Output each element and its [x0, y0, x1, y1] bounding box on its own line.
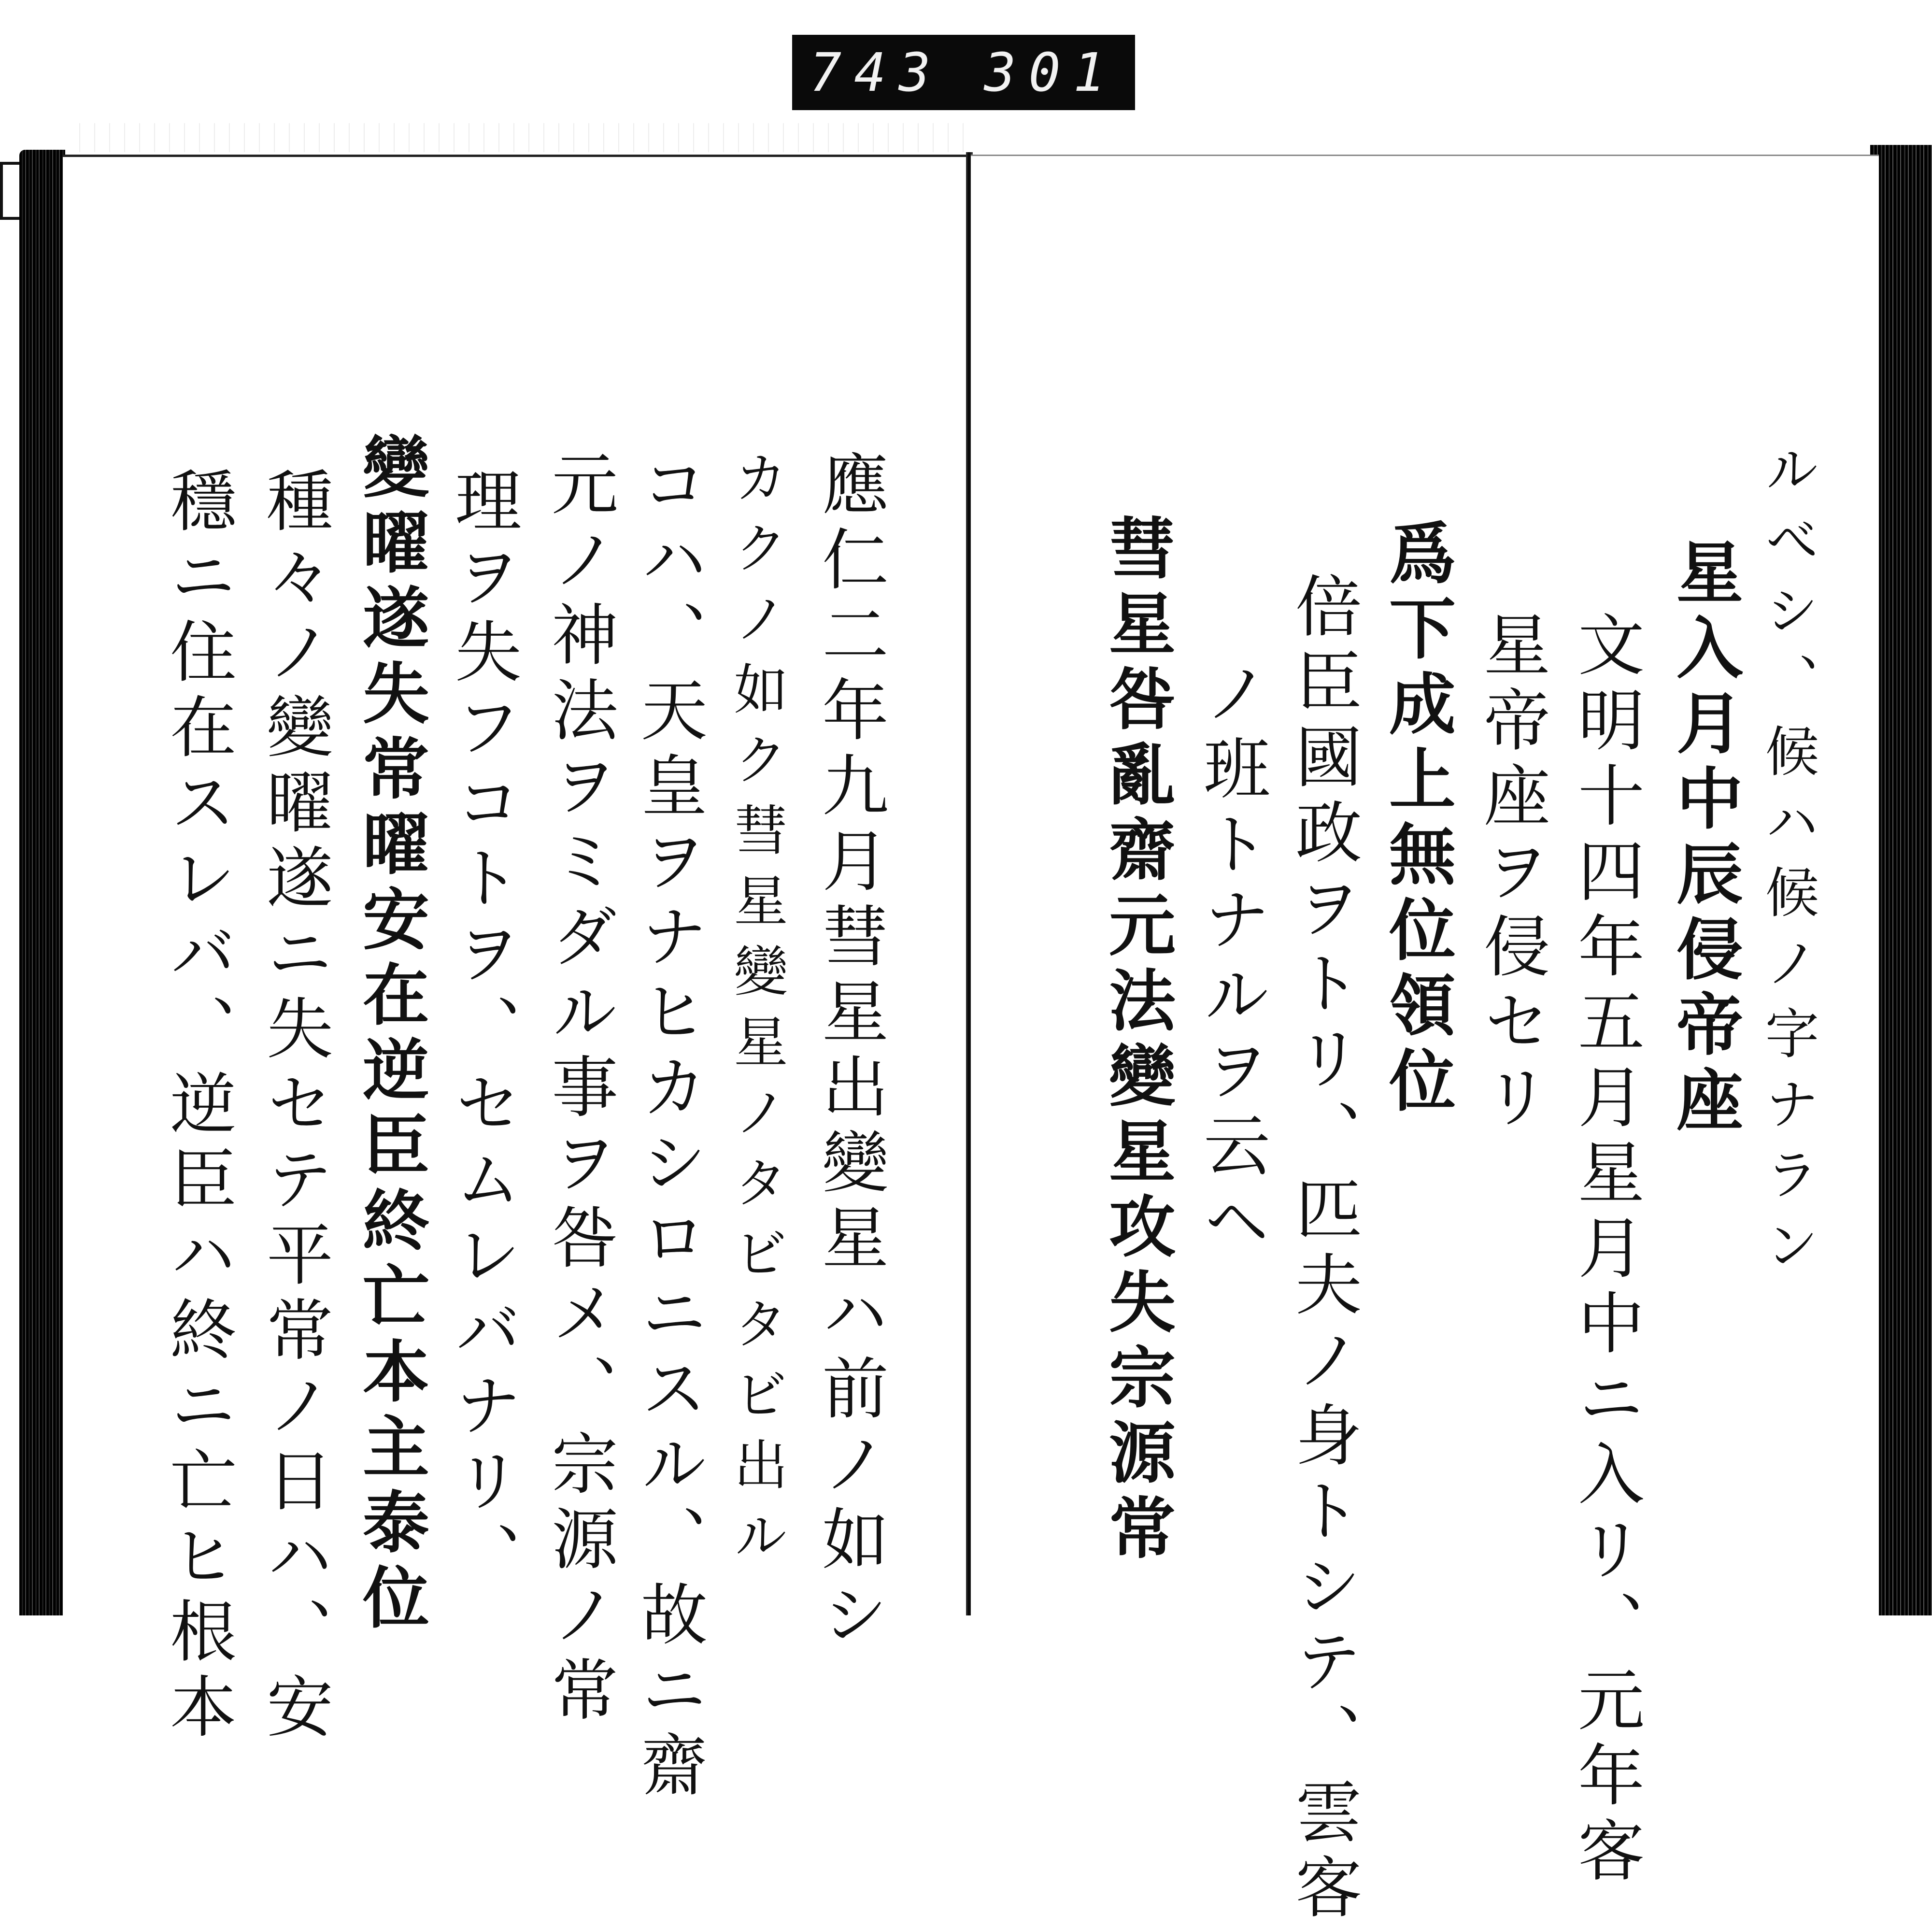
right-page-column-2: 星入月中辰侵帝座: [1665, 538, 1744, 1141]
film-frame-label: [792, 35, 1135, 110]
page-top-shadow: [72, 123, 966, 152]
left-page-column-1: 應仁二年九月彗星出變星ハ前ノ如シ: [811, 449, 889, 1655]
right-page: [971, 155, 1879, 1928]
left-page-column-5: 理ヲ失フコトヲ、セムレバナリ、: [444, 466, 522, 1597]
right-page-column-5: 爲下成上無位領位: [1378, 518, 1457, 1121]
left-page-column-7: 種々ノ變曜遂ニ失セテ平常ノ日ハ、安: [256, 466, 333, 1747]
frame-number-left: 743: [810, 42, 943, 103]
left-page-column-8: 穩ニ住在スレバ、逆臣ハ終ニ亡ヒ根本: [159, 466, 237, 1747]
book-left-edge: [19, 150, 65, 1615]
book-right-edge: [1870, 145, 1932, 1615]
right-page-column-7: ノ班トナルヲ云ヘ: [1193, 658, 1270, 1261]
frame-number-right: 301: [984, 42, 1118, 103]
left-page-column-6: 變曜遂失常曜安在逆臣終亡本主泰位: [352, 432, 430, 1638]
right-page-column-4: 星帝座ヲ侵セリ: [1473, 610, 1550, 1138]
right-page-column-6: 倍臣國政ヲトリ、匹夫ノ身トシテ、雲客: [1284, 571, 1362, 1928]
right-page-column-8: 彗星咎亂齋元法變星攻失宗源常: [1098, 514, 1177, 1569]
right-page-column-3: 文明十四年五月星月中ニ入リ、元年客: [1567, 610, 1645, 1891]
left-page-column-4: 元ノ神法ヲミダル事ヲ咎メ、宗源ノ常: [540, 449, 618, 1730]
left-page-column-3: コハ、天皇ヲナヒカシロニスル、故ニ齋: [630, 449, 708, 1806]
right-page-column-1: ルべシ、候ハ候ノ字ナラン: [1756, 441, 1819, 1287]
left-page-column-2: カクノ如ク彗星變星ノタビタビ出ル: [725, 449, 788, 1578]
left-page: [63, 155, 971, 1806]
